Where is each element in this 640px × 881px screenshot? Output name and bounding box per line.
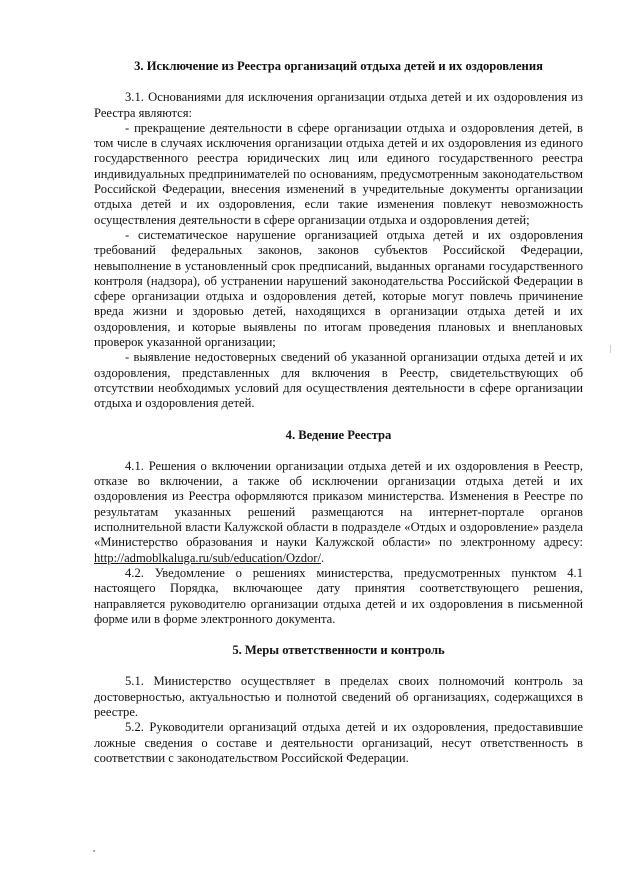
document-body <box>94 59 583 766</box>
section-4-heading: 4. Ведение Реестра <box>285 427 392 442</box>
paragraph-5-1: 5.1. Министерство осуществляет в пределах своих полномочий контроль за достоверностью, актуальностью и полнотой сведений об организациях, содержащихся в реестре. <box>94 674 583 719</box>
section-3-heading: 3. Исключение из Реестра организаций отдыха детей и их оздоровления <box>134 59 543 73</box>
spacer <box>94 443 583 459</box>
paragraph-4-1 <box>94 459 583 566</box>
spacer <box>94 74 583 90</box>
spacer <box>94 412 583 428</box>
spacer <box>94 627 583 643</box>
education-portal-link[interactable]: http://admoblkaluga.ru/sub/education/Ozdor/ <box>94 550 321 565</box>
section-5-heading: 5. Меры ответственности и контроль <box>232 643 445 658</box>
paragraph-4-1-text: 4.1. Решения о включении организации отдыха детей и их оздоровления в Реестр, отказе во включении, а также об исключении организации отдыха детей и их оздоровления из Реестра оформляются приказом министерства. Изменения в Реестре по результатам указанных решений размещаются на интернет-портале органов исполнительной власти Калужской области в подразделе «Отдых и оздоровление» раздела «Министерство образования и науки Калужской области» по электронному адресу: <box>94 458 583 550</box>
paragraph-4-1-end: . <box>321 550 325 565</box>
scan-speck <box>93 850 95 852</box>
paragraph-5-2: 5.2. Руководители организаций отдыха детей и их оздоровления, предоставившие ложные сведения о составе и деятельности организаций, несут ответственность в соответствии с законодательством Российской Федерации. <box>94 720 583 765</box>
paragraph-4-2: 4.2. Уведомление о решениях министерства, предусмотренных пунктом 4.1 настоящего Порядка, включающее дату принятия соответствующего решения, направляется руководителю организации отдыха детей и их оздоровления в письменной форме или в форме электронного документа. <box>94 565 583 626</box>
scan-margin-mark <box>610 345 611 353</box>
paragraph-3-1-item-2: - систематическое нарушение организацией отдыха детей и их оздоровления требований федеральных законов, законов субъектов Российской Федерации, невыполнение в установленный срок предписаний, выданных органами государственного контроля (надзора), об устранении нарушений законодательства Российской Федерации в сфере организации отдыха и оздоровления детей, которые могут повлечь причинение вреда жизни и здоровью детей, находящихся в организации отдыха детей и их оздоровления, и которые выявлены по итогам проведения плановых и внеплановых проверок указанной организации; <box>94 227 583 350</box>
paragraph-3-1-item-1: - прекращение деятельности в сфере организации отдыха и оздоровления детей, в том числе в случаях исключения организации отдыха детей и их оздоровления из единого государственного реестра юридических лиц или единого государственного реестра индивидуальных предпринимателей по основаниям, предусмотренным законодательством Российской Федерации, внесения изменений в учредительные документы организации отдыха детей и их оздоровления, если такие изменения повлекут невозможность осуществления деятельности в сфере организации отдыха и оздоровления детей; <box>94 120 583 227</box>
paragraph-3-1-item-3: - выявление недостоверных сведений об указанной организации отдыха детей и их оздоровления, представленных для включения в Реестр, свидетельствующих об отсутствии необходимых условий для осуществления деятельности в сфере организации отдыха и оздоровления детей. <box>94 350 583 411</box>
paragraph-3-1: 3.1. Основаниями для исключения организации отдыха детей и их оздоровления из Реестра являются: <box>94 90 583 120</box>
spacer <box>94 658 583 674</box>
